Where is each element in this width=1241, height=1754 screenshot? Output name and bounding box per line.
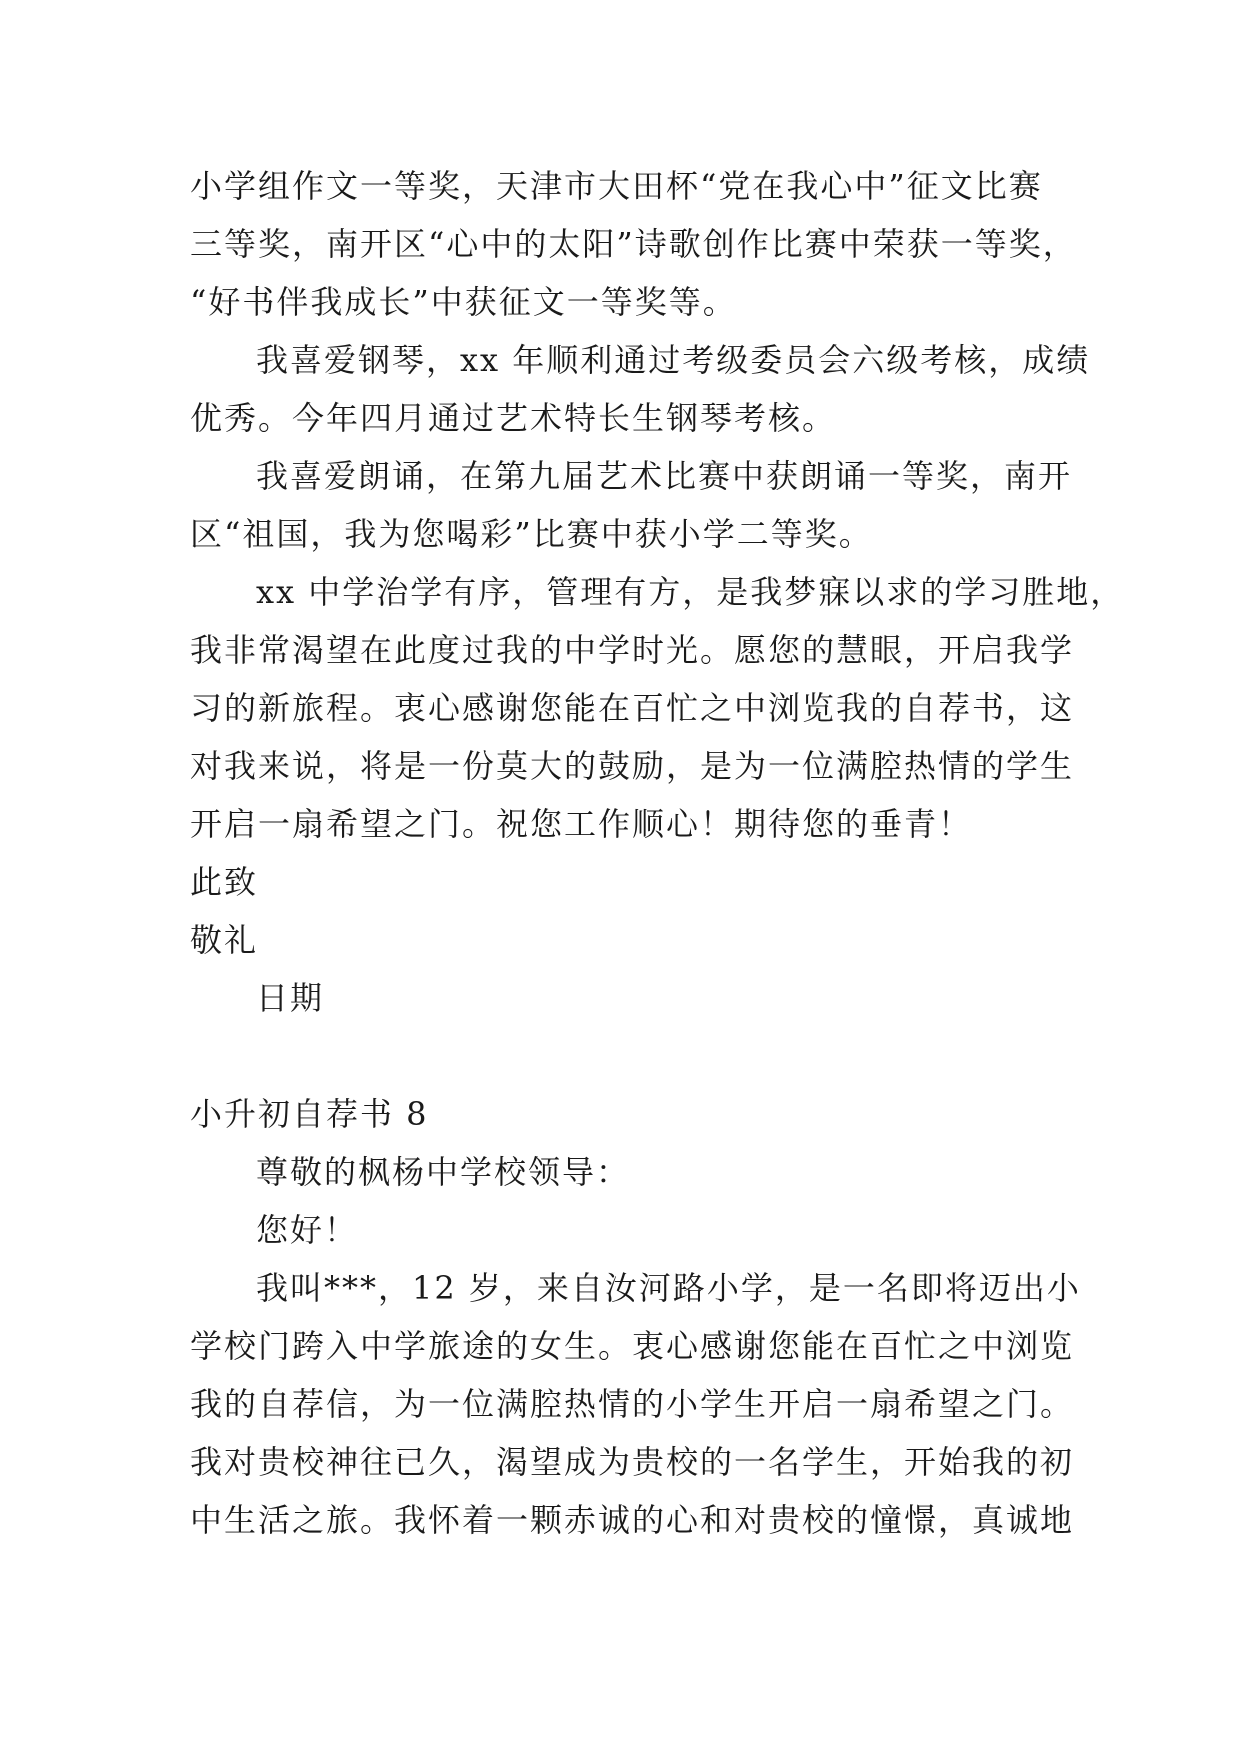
text-line: xx 中学治学有序，管理有方，是我梦寐以求的学习胜地， <box>256 573 1125 611</box>
text-line: 开启一扇希望之门。祝您工作顺心！期待您的垂青！ <box>190 805 973 843</box>
text-line: 我非常渴望在此度过我的中学时光。愿您的慧眼，开启我学 <box>190 631 1075 669</box>
text-line: 习的新旅程。衷心感谢您能在百忙之中浏览我的自荐书，这 <box>190 689 1075 727</box>
text-line: 小学组作文一等奖，天津市大田杯“党在我心中”征文比赛 <box>190 167 1043 205</box>
greeting-hello: 您好！ <box>256 1211 359 1249</box>
text-line: 优秀。今年四月通过艺术特长生钢琴考核。 <box>190 399 837 437</box>
closing-regards: 敬礼 <box>190 921 259 959</box>
text-line: 学校门跨入中学旅途的女生。衷心感谢您能在百忙之中浏览 <box>190 1327 1075 1365</box>
section-title: 小升初自荐书 8 <box>190 1095 429 1133</box>
text-line: “好书伴我成长”中获征文一等奖等。 <box>190 283 737 321</box>
date-label: 日期 <box>256 979 325 1017</box>
greeting: 尊敬的枫杨中学校领导： <box>256 1153 631 1191</box>
text-line: 我喜爱钢琴，xx 年顺利通过考级委员会六级考核，成绩 <box>256 341 1091 379</box>
text-line: 三等奖，南开区“心中的太阳”诗歌创作比赛中荣获一等奖， <box>190 225 1077 263</box>
text-line: 我叫***，12 岁，来自汝河路小学，是一名即将迈出小 <box>256 1269 1081 1307</box>
text-line: 中生活之旅。我怀着一颗赤诚的心和对贵校的憧憬，真诚地 <box>190 1501 1075 1539</box>
text-line: 对我来说，将是一份莫大的鼓励，是为一位满腔热情的学生 <box>190 747 1075 785</box>
text-line: 我的自荐信，为一位满腔热情的小学生开启一扇希望之门。 <box>190 1385 1075 1423</box>
text-line: 我对贵校神往已久，渴望成为贵校的一名学生，开始我的初 <box>190 1443 1075 1481</box>
text-line: 区“祖国，我为您喝彩”比赛中获小学二等奖。 <box>190 515 873 553</box>
closing-salutation: 此致 <box>190 863 259 901</box>
text-line: 我喜爱朗诵，在第九届艺术比赛中获朗诵一等奖，南开 <box>256 457 1073 495</box>
